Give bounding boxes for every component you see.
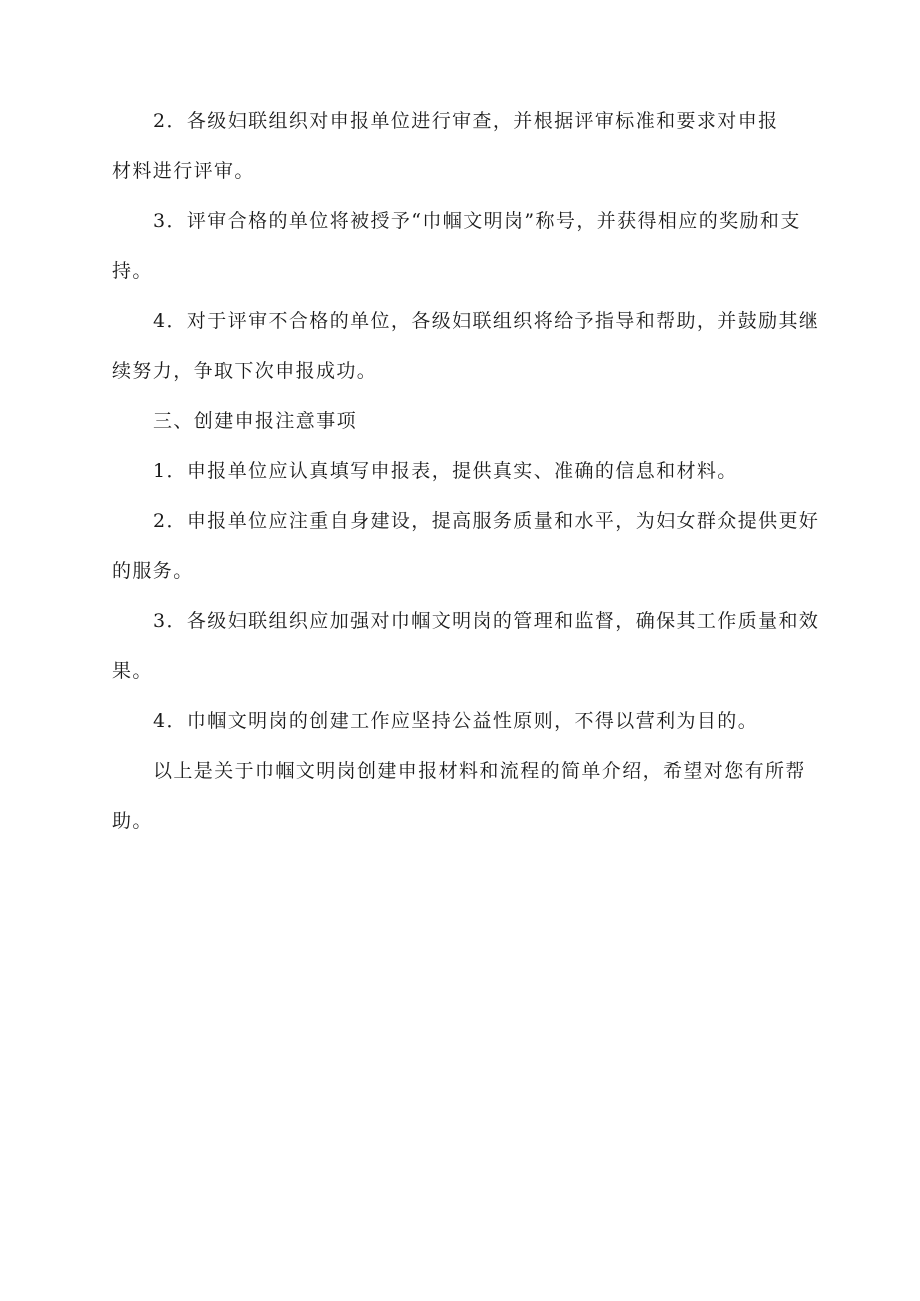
paragraph-line: 续努力，争取下次申报成功。 — [112, 360, 378, 382]
paragraph-line: 3．评审合格的单位将被授予“巾帼文明岗”称号，并获得相应的奖励和支 — [153, 210, 801, 232]
paragraph-review-3 — [112, 196, 824, 296]
paragraph-line: 3．各级妇联组织应加强对巾帼文明岗的管理和监督，确保其工作质量和效 — [153, 610, 820, 632]
paragraph-line: 的服务。 — [112, 560, 194, 582]
paragraph-line: 持。 — [112, 260, 153, 282]
paragraph-line: 4．巾帼文明岗的创建工作应坚持公益性原则，不得以营利为目的。 — [153, 710, 759, 732]
paragraph-line: 1．申报单位应认真填写申报表，提供真实、准确的信息和材料。 — [153, 460, 738, 482]
paragraph-note-4 — [112, 696, 824, 746]
closing-paragraph — [112, 746, 824, 846]
paragraph-review-2 — [112, 96, 824, 196]
paragraph-line: 2．申报单位应注重自身建设，提高服务质量和水平，为妇女群众提供更好 — [153, 510, 820, 532]
paragraph-note-2 — [112, 496, 824, 596]
section-heading: 三、创建申报注意事项 — [153, 410, 358, 432]
paragraph-review-4 — [112, 296, 824, 396]
document-body — [112, 96, 824, 846]
paragraph-note-3 — [112, 596, 824, 696]
paragraph-line: 4．对于评审不合格的单位，各级妇联组织将给予指导和帮助，并鼓励其继 — [153, 310, 820, 332]
paragraph-line: 果。 — [112, 660, 153, 682]
paragraph-line: 2．各级妇联组织对申报单位进行审查，并根据评审标准和要求对申报 — [153, 110, 779, 132]
paragraph-line: 材料进行评审。 — [112, 160, 255, 182]
paragraph-note-1 — [112, 446, 824, 496]
paragraph-line: 以上是关于巾帼文明岗创建申报材料和流程的简单介绍，希望对您有所帮助。 — [112, 760, 806, 832]
